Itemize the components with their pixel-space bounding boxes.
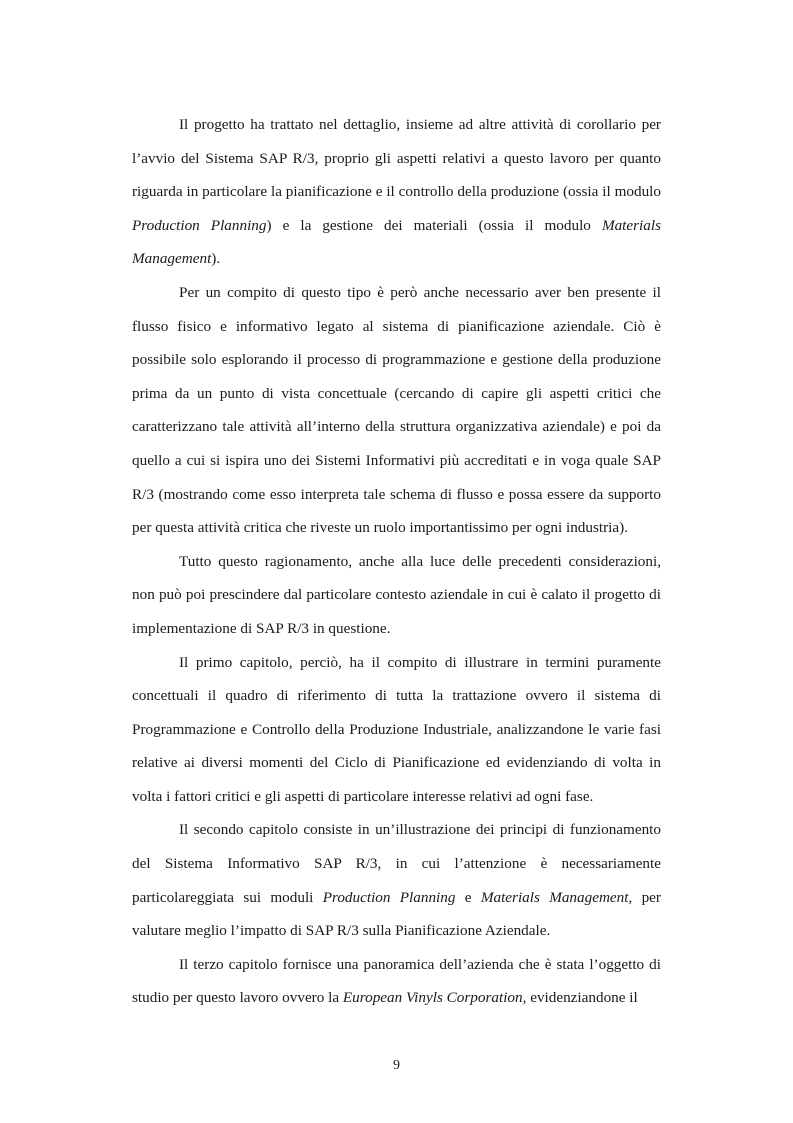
italic-term-production-planning: Production Planning bbox=[132, 216, 267, 234]
text-run: Tutto questo ragionamento, anche alla luce delle precedenti considerazioni, non può poi prescindere dal particolare contesto aziendale in cui è calato il progetto di implementazione di SAP R/3 in questione. bbox=[132, 552, 661, 637]
text-run: Il progetto ha trattato nel dettaglio, insieme ad altre attività di corollario per l’avvio del Sistema SAP R/3, proprio gli aspetti relativi a questo lavoro per quanto riguarda in particolare la pianificazione e il controllo della produzione (ossia il modulo bbox=[132, 116, 661, 201]
page-number: 9 bbox=[393, 1058, 400, 1073]
text-run: Il secondo capitolo consiste in un’illustrazione dei principi di funzionamento del Sistema Informativo SAP R/3, in cui l’attenzione è necessariamente particolareggiata sui moduli bbox=[132, 821, 661, 906]
paragraph-2 bbox=[132, 276, 661, 545]
paragraph-4 bbox=[132, 646, 661, 814]
text-run: ) e la gestione dei materiali (ossia il modulo bbox=[266, 216, 602, 234]
italic-term-materials-management: Materials Management bbox=[132, 216, 661, 268]
paragraph-5 bbox=[132, 813, 661, 947]
text-run: , per valutare meglio l’impatto di SAP R/3 sulla Pianificazione Aziendale. bbox=[132, 888, 661, 940]
body-text bbox=[132, 108, 661, 1015]
paragraph-3 bbox=[132, 545, 661, 646]
paragraph-1 bbox=[132, 108, 661, 276]
italic-term-european-vinyls-corporation: European Vinyls Corporation bbox=[342, 989, 523, 1007]
text-run: Il terzo capitolo fornisce una panoramica dell’azienda che è stata l’oggetto di studio per questo lavoro ovvero la bbox=[132, 955, 661, 1007]
paragraph-6 bbox=[132, 948, 661, 1015]
text-run: , evidenziandone il bbox=[522, 989, 638, 1007]
italic-term-materials-management: Materials Management bbox=[480, 888, 629, 906]
text-run: e bbox=[455, 888, 481, 906]
text-run: Il primo capitolo, perciò, ha il compito di illustrare in termini puramente concettuali il quadro di riferimento di tutta la trattazione ovvero il sistema di Programmazione e Controllo della Produzione Industriale, analizzandone le varie fasi relative ai diversi momenti del Ciclo di Pianificazione ed evidenziando di volta in volta i fattori critici e gli aspetti di particolare interesse relativi ad ogni fase. bbox=[132, 653, 661, 805]
text-run: ). bbox=[211, 250, 221, 268]
text-run: Per un compito di questo tipo è però anche necessario aver ben presente il flusso fisico e informativo legato al sistema di pianificazione aziendale. Ciò è possibile solo esplorando il processo di programmazione e gestione della produzione prima da un punto di vista concettuale (cercando di capire gli aspetti critici che caratterizzano tale attività all’interno della struttura organizzativa aziendale) e poi da quello a cui si ispira uno dei Sistemi Informativi più accreditati e in voga quale SAP R/3 (mostrando come esso interpreta tale schema di flusso e possa essere da supporto per questa attività critica che riveste un ruolo importantissimo per ogni industria). bbox=[132, 283, 661, 537]
italic-term-production-planning: Production Planning bbox=[322, 888, 456, 906]
